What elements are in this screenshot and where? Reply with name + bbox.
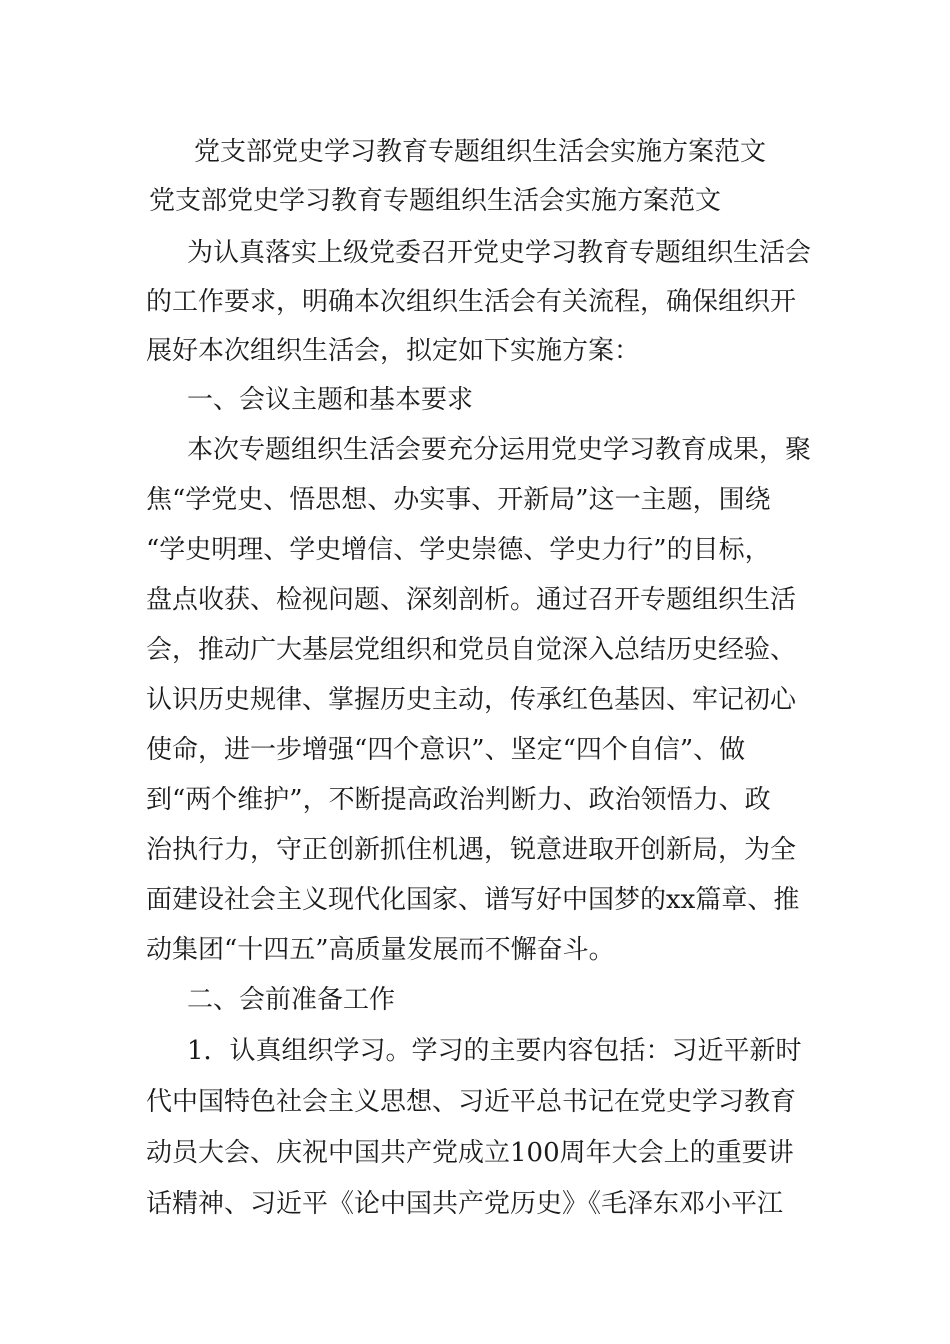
section1-line: 会，推动广大基层党组织和党员自觉深入总结历史经验、	[146, 635, 797, 665]
section1-line: 焦“学党史、悟思想、办实事、开新局”这一主题，围绕	[146, 485, 771, 515]
section2-heading: 二、会前准备工作	[187, 985, 396, 1015]
section2-line: 1．认真组织学习。学习的主要内容包括：习近平新时	[187, 1036, 802, 1066]
section2-line: 动员大会、庆祝中国共产党成立100周年大会上的重要讲	[146, 1138, 794, 1168]
section1-line: “学史明理、学史增信、学史崇德、学史力行”的目标，	[146, 535, 771, 565]
section1-line: 盘点收获、检视问题、深刻剖析。通过召开专题组织生活	[146, 585, 797, 615]
section1-line: 到“两个维护”，不断提高政治判断力、政治领悟力、政	[146, 785, 771, 815]
intro-line-2: 的工作要求，明确本次组织生活会有关流程，确保组织开	[146, 287, 797, 317]
intro-line-3: 展好本次组织生活会，拟定如下实施方案：	[146, 336, 641, 366]
section1-line: 使命，进一步增强“四个意识”、坚定“四个自信”、做	[146, 735, 746, 765]
section2-line: 话精神、习近平《论中国共产党历史》《毛泽东邓小平江	[146, 1189, 784, 1219]
section1-heading: 一、会议主题和基本要求	[187, 385, 474, 415]
document-subtitle: 党支部党史学习教育专题组织生活会实施方案范文	[149, 186, 722, 216]
section1-line: 动集团“十四五”高质量发展而不懈奋斗。	[146, 935, 615, 965]
document-title: 党支部党史学习教育专题组织生活会实施方案范文	[194, 137, 767, 167]
section1-line: 治执行力，守正创新抓住机遇，锐意进取开创新局，为全	[146, 835, 797, 865]
section1-line: 认识历史规律、掌握历史主动，传承红色基因、牢记初心	[146, 685, 797, 715]
section2-line: 代中国特色社会主义思想、习近平总书记在党史学习教育	[146, 1087, 797, 1117]
intro-line-1: 为认真落实上级党委召开党史学习教育专题组织生活会	[187, 238, 812, 268]
section1-line: 本次专题组织生活会要充分运用党史学习教育成果，聚	[187, 435, 812, 465]
section1-line: 面建设社会主义现代化国家、谱写好中国梦的xx篇章、推	[146, 885, 800, 915]
